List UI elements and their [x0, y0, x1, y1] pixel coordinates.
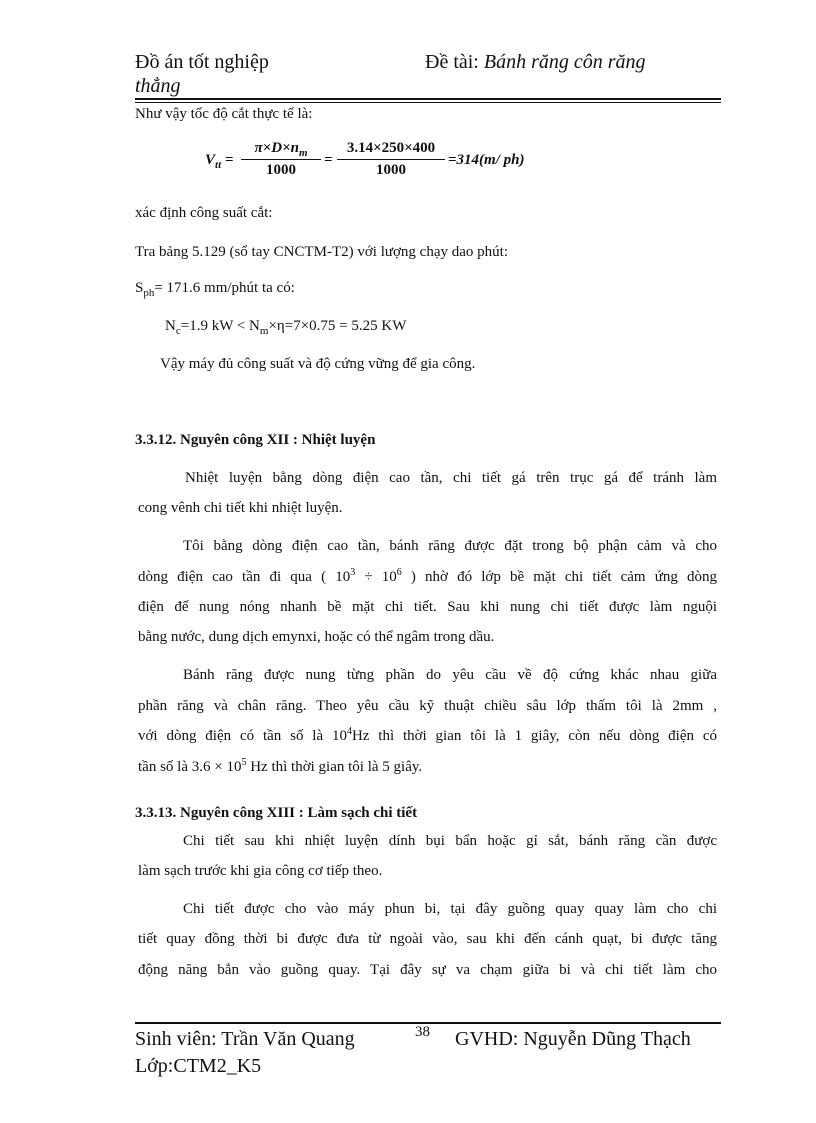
topic-title: Bánh răng côn răng [483, 51, 646, 73]
formula-lhs: $V_{tt}$ = [205, 152, 234, 171]
table-reference: Tra bảng 5.129 (sổ tay CNCTM-T2) với lượng chạy dao phút: [135, 244, 508, 260]
advisor-name: GVHD: Nguyễn Dũng Thạch [455, 1028, 691, 1050]
power-conclusion: Vậy máy đủ công suất và độ cứng vững để gia công. [160, 356, 476, 372]
topic-heading [425, 50, 646, 74]
formula-fraction-1: $\frac{\pi\times D\times n_m}{1000}$ [241, 140, 321, 179]
paragraph-3-line-2: phần răng và chân răng. Theo yêu cầu kỹ thuật chiều sâu lớp thấm tôi là 2mm , [138, 698, 717, 714]
student-name: Sinh viên: Trần Văn Quang [135, 1028, 355, 1050]
paragraph-5-line-1: Chi tiết được cho vào máy phun bi, tại đây guồng quay quay làm cho chi [183, 901, 717, 917]
class-name: Lớp:CTM2_K5 [135, 1055, 262, 1077]
header-rule-thin [135, 102, 721, 103]
power-check-line: $N_c=1.9$ kW < $N_m\times\eta=7\times 0.75 = 5.25$ KW [165, 318, 407, 337]
speed-intro: Như vậy tốc độ cắt thực tế là: [135, 106, 313, 122]
formula-result: =314(m/ ph) [448, 152, 525, 168]
document-page: Đồ án tốt nghiệp Đề tài: Bánh răng côn răng thẳng Như vậy tốc độ cắt thực tế là: $V_{tt}$ = $\frac{\pi\times D\times n_m}{1000}$ = $\frac{3.14\times 250\times 400}{1000}$ =314(m/ ph) xác định công suất cắt: Tra bảng 5.129 (sổ tay CNCTM-T2) với lượng chạy dao phút: $S_{ph}= 171.6$ mm/phút ta có: $N_c=1.9$ kW < $N_m\times\eta=7\times 0.75 = 5.25$ KW Vậy máy đủ công suất và độ cứng vững để gia công. 3.3.12. Nguyên công XII : Nhiệt luyện Nhiệt luyện bằng dòng điện cao tần, chi tiết gá trên trục gá để tránh làm cong vênh chi tiết khi nhiệt luyện. Tôi bằng dòng điện cao tần, bánh răng được đặt trong bộ phận cảm và cho dòng điện cao tần đi qua ( $10^3 \div 10^6$ ) nhờ đó lớp bề mặt chi tiết cảm ứng dòng điện để nung nóng nhanh bề mặt chi tiết. Sau khi nung chi tiết được làm nguội bằng nước, dung dịch emynxi, hoặc có thể ngâm trong dầu. Bánh răng được nung từng phần do yêu cầu về độ cứng khác nhau giữa phần răng và chân răng. Theo yêu cầu kỹ thuật chiều sâu lớp thấm tôi là 2mm , với dòng điện có tần số là $10^4Hz$ thì thời gian tôi là 1 giây, còn nếu dòng điện có tần số là $3.6 \times 10^5$ Hz thì thời gian tôi là 5 giây. 3.3.13. Nguyên công XIII : Làm sạch chi tiết Chi tiết sau khi nhiệt luyện dính bụi bẩn hoặc gỉ sắt, bánh răng cần được làm sạch trước khi gia công cơ tiếp theo. Chi tiết được cho vào máy phun bi, tại đây guồng quay quay làm cho chi tiết quay đồng thời bi được đưa từ ngoài vào, sau khi đến cánh quạt, bi được tăng động năng bắn vào guồng quay. Tại đây sự va chạm giữa bi và chi tiết làm cho Sinh viên: Trần Văn Quang 38 GVHD: Nguyễn Dũng Thạch Lớp:CTM2_K5 [0, 0, 816, 1123]
paragraph-2-line-2: dòng điện cao tần đi qua ( $10^3 \div 10^6$ ) nhờ đó lớp bề mặt chi tiết cảm ứng dòng [138, 567, 718, 585]
paragraph-1-line-2: cong vênh chi tiết khi nhiệt luyện. [138, 500, 343, 516]
paragraph-5-line-2: tiết quay đồng thời bi được đưa từ ngoài vào, sau khi đến cánh quạt, bi được tăng [138, 931, 717, 947]
paragraph-1-line-1: Nhiệt luyện bằng dòng điện cao tần, chi tiết gá trên trục gá để tránh làm [185, 470, 717, 486]
paragraph-4-line-2: làm sạch trước khi gia công cơ tiếp theo. [138, 863, 383, 879]
section-heading-3312: 3.3.12. Nguyên công XII : Nhiệt luyện [135, 432, 376, 448]
power-intro: xác định công suất cắt: [135, 205, 273, 221]
paragraph-2-line-3: điện để nung nóng nhanh bề mặt chi tiết. Sau khi nung chi tiết được làm nguội [138, 599, 717, 615]
paragraph-4-line-1: Chi tiết sau khi nhiệt luyện dính bụi bẩn hoặc gỉ sắt, bánh răng cần được [183, 833, 717, 849]
topic-title-wrap: thẳng [135, 75, 181, 97]
paragraph-3-line-1: Bánh răng được nung từng phần do yêu cầu về độ cứng khác nhau giữa [183, 667, 717, 683]
thesis-label: Đồ án tốt nghiệp [135, 51, 269, 73]
topic-label: Đề tài: [425, 51, 479, 73]
paragraph-3-line-4: tần số là $3.6 \times 10^5$ Hz thì thời gian tôi là 5 giây. [138, 757, 423, 775]
paragraph-2-line-4: bằng nước, dung dịch emynxi, hoặc có thể ngâm trong dầu. [138, 629, 495, 645]
feed-rate-line: $S_{ph}= 171.6$ mm/phút ta có: [135, 280, 295, 299]
page-number: 38 [415, 1024, 430, 1040]
formula-fraction-2: $\frac{3.14\times 250\times 400}{1000}$ [337, 140, 445, 179]
header-rule [135, 98, 721, 100]
paragraph-3-line-3: với dòng điện có tần số là $10^4Hz$ thì thời gian tôi là 1 giây, còn nếu dòng điện có [138, 726, 717, 744]
section-heading-3313: 3.3.13. Nguyên công XIII : Làm sạch chi tiết [135, 805, 418, 821]
paragraph-2-line-1: Tôi bằng dòng điện cao tần, bánh răng được đặt trong bộ phận cảm và cho [183, 538, 717, 554]
paragraph-5-line-3: động năng bắn vào guồng quay. Tại đây sự va chạm giữa bi và chi tiết làm cho [138, 962, 717, 978]
